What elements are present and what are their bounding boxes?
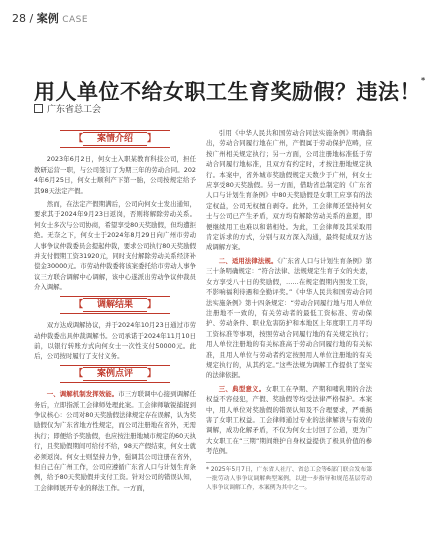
right-paragraph-2: 二、适用法律法规。《广东省人口与计划生育条例》第三十条明确规定：“符合法律、法规规定生育子女的夫妻，女方享受八十日的奖励假，……在规定假期内照发工资，不影响福利待遇和全勤评奖。”《中华人民共和国劳动合同法实施条例》第十四条规定：“劳动合同履行地与用人单位注册地不一致的，有关劳动者的最低工资标准、劳动保护、劳动条件、职业危害防护和本地区上年度职工月平均工资标准等事项，按照劳动合同履行地的有关规定执行；用人单位注册地的有关标准高于劳动合同履行地的有关标准，且用人单位与劳动者约定按照用人单位注册地的有关规定执行的，从其约定。”这些法规为调解工作提供了坚实的法律依据。 (206, 256, 372, 380)
mediation-paragraph: 双方达成调解协议，并于2024年10月23日通过市劳动仲裁委出具仲裁调解书。公司承诺于2024年11月10日前，以银行转账方式向何女士一次性支付50000元。此后，公司按时履行了支付义务。 (34, 321, 196, 361)
right-column (206, 128, 372, 496)
left-column (34, 128, 196, 496)
comment-paragraph-1: 一、调解机制发挥效能。市三方联调中心接到调解任务后，立即指派工会律师处理此案。工会律师敏锐捕捉到争议核心：公司对80天奖励假法律规定存在误解，认为奖励假仅为广东省地方性规定，而公司注册地在省外，无需执行；即便给予奖励假，也应按注册地城市规定的60天执行，且奖励假期间可给付不给，98天产假结束，何女士就必须返岗。何女士则坚持力争，强调其公司注册在省外，但自己在广州工作，公司应遵循广东省人口与计划生育条例，给予80天奖励假并支付工资。针对公司的错误认知，工会律师展开专业的释法工作。一方面， (34, 390, 196, 492)
footnote: * 2025年5月7日，广东省人社厅、省总工会等6部门联合发布第一批劳动人事争议调解典型案例，以进一步指导和规范基层劳动人事争议调解工作，本案例为其中之一。 (206, 462, 372, 493)
case-paragraph-1: 2023年6月2日，何女士入职某教育科技公司，担任教研运营一职，与公司签订了为期三年的劳动合同。2024年6月25日，何女士顺利产下第一胎，公司按规定给予其98天法定产假。 (34, 155, 196, 195)
section-case-intro: 【 案情介绍 】 (34, 130, 196, 148)
section-mediation-result: 【 调解结果 】 (34, 296, 196, 314)
title-footnote-mark: * (421, 76, 426, 85)
article-title: 用人单位不给女职工生育奖励假？违法！* (34, 76, 426, 104)
byline-square-icon (34, 104, 43, 113)
right-paragraph-3: 三、典型意义。女职工在孕期、产期和哺乳期的合法权益不容侵犯，产假、奖励假等均受法律严格保护。本案中，用人单位对奖励假的错误认知及不合理要求，严重损害了女职工权益。工会律师通过专业的法律解读与有效的调解，成功化解矛盾，不仅为何女士讨回了公道，更为广大女职工在“三期”期间维护自身权益提供了极具价值的参考范例。 (206, 384, 373, 456)
byline: 广东省总工会 (34, 102, 101, 115)
right-paragraph-1: 引用《中华人民共和国劳动合同法实施条例》明确指出，劳动合同履行地在广州，产假属于劳动保护范畴，应按广州相关规定执行；另一方面，公司注册地标准低于劳动合同履行地标准，且双方有约定时，才按注册地规定执行。本案中，省外城市奖励假规定天数少于广州，何女士应享受80天奖励假。另一方面，借助省总制定的《广东省人口与计划生育条例》中80天奖励假是女职工应享有的法定权益，公司无权擅自剥夺。此外，工会律师还坚持何女士与公司已产生矛盾，双方均有解除劳动关系的意愿，即便继续用工也难以和谐相处。为此，工会律师及其采取用肯定诉求的方式，分别与双方深入沟通，最终促成双方达成调解方案。 (206, 129, 372, 252)
page-number: 28 / 案例 CASE (12, 12, 89, 25)
section-case-comment: 【 案例点评 】 (34, 365, 196, 383)
case-paragraph-2: 然而，在法定产假期满后，公司向何女士发出通知，要求其于2024年9月23日返岗，否则将解除劳动关系。何女士多次与公司协商，希望享受80天奖励假，但均遭拒绝。无奈之下，何女士于2024年8月29日向广州市劳动人事争议仲裁委员会提起仲裁，要求公司执行80天奖励假并支付假期工资31920元，同时支付解除劳动关系经济补偿金30000元。市劳动仲裁委将该案委托给市劳动人事争议三方联合调解中心调解，该中心遂派出劳动争议仲裁员介入调解。 (34, 200, 196, 292)
